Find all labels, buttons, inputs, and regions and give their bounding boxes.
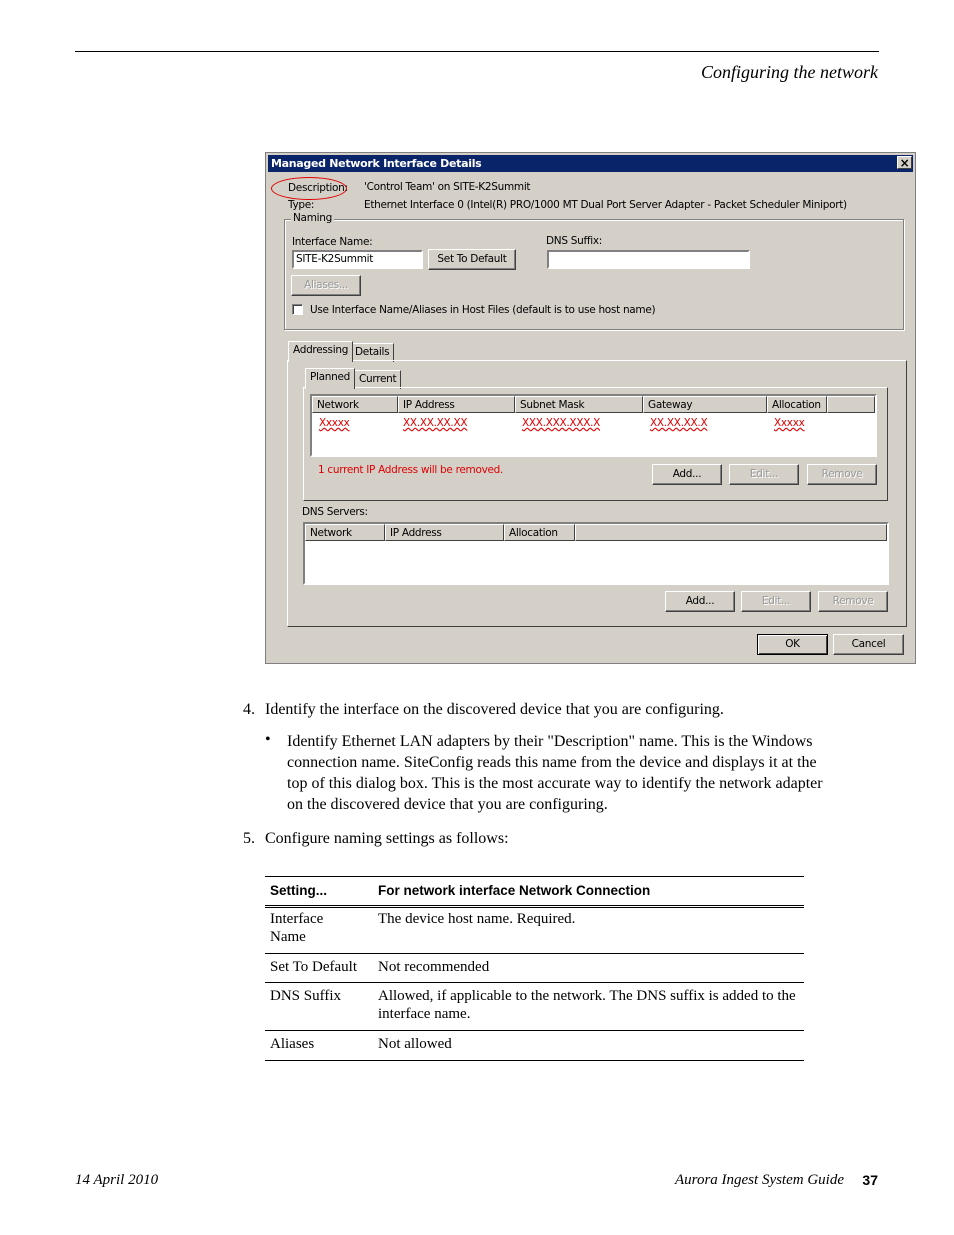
dialog-titlebar bbox=[268, 155, 913, 172]
address-remove-button[interactable]: Remove bbox=[807, 464, 877, 485]
table-cell-value: Not allowed bbox=[378, 1036, 452, 1052]
description-label: Description: bbox=[288, 182, 348, 194]
dns-col-network[interactable]: Network bbox=[305, 524, 385, 541]
dns-col-ip[interactable]: IP Address bbox=[385, 524, 504, 541]
address-col-subnet[interactable]: Subnet Mask bbox=[515, 396, 643, 413]
address-col-gateway[interactable]: Gateway bbox=[643, 396, 767, 413]
dns-servers-label: DNS Servers: bbox=[302, 506, 368, 518]
bullet-marker: • bbox=[265, 731, 271, 748]
removal-warning: 1 current IP Address will be removed. bbox=[318, 464, 504, 476]
address-col-network[interactable]: Network bbox=[312, 396, 398, 413]
step-5-text: Configure naming settings as follows: bbox=[265, 830, 509, 847]
type-label: Type: bbox=[288, 199, 315, 211]
subtab-current[interactable]: Current bbox=[354, 370, 401, 389]
naming-group-title: Naming bbox=[293, 212, 332, 224]
aliases-button[interactable]: Aliases... bbox=[291, 275, 361, 296]
table-row bbox=[265, 983, 804, 1031]
tab-addressing[interactable]: Addressing bbox=[288, 341, 353, 362]
ok-button[interactable]: OK bbox=[757, 634, 828, 655]
hosts-file-checkbox-label: Use Interface Name/Aliases in Host Files (default is to use host name) bbox=[310, 304, 656, 316]
address-cell-network[interactable]: Xxxxx bbox=[319, 417, 350, 429]
set-to-default-button[interactable]: Set To Default bbox=[428, 249, 516, 270]
address-cell-subnet[interactable]: XXX.XXX.XXX.X bbox=[522, 417, 601, 429]
address-edit-button[interactable]: Edit... bbox=[729, 464, 799, 485]
address-cell-allocation[interactable]: Xxxxx bbox=[774, 417, 805, 429]
address-col-filler bbox=[827, 396, 875, 413]
description-value: 'Control Team' on SITE-K2Summit bbox=[364, 181, 531, 193]
network-interface-dialog bbox=[265, 152, 916, 664]
type-value: Ethernet Interface 0 (Intel(R) PRO/1000 MT Dual Port Server Adapter - Packet Scheduler Miniport) bbox=[364, 199, 847, 211]
table-row bbox=[265, 954, 804, 983]
table-cell-setting: Interface Name bbox=[270, 911, 324, 945]
table-cell-value: The device host name. Required. bbox=[378, 911, 576, 927]
dns-suffix-label: DNS Suffix: bbox=[546, 235, 603, 247]
interface-name-input[interactable]: SITE-K2Summit bbox=[292, 250, 423, 269]
dns-servers-table bbox=[303, 522, 889, 585]
dns-suffix-input[interactable] bbox=[547, 250, 750, 269]
table-cell-setting: Set To Default bbox=[270, 959, 357, 975]
interface-name-label: Interface Name: bbox=[292, 236, 373, 248]
header-rule bbox=[75, 51, 879, 52]
address-col-ip[interactable]: IP Address bbox=[398, 396, 515, 413]
address-col-allocation[interactable]: Allocation bbox=[767, 396, 827, 413]
table-header-connection: For network interface Network Connection bbox=[378, 883, 651, 898]
table-cell-setting: DNS Suffix bbox=[270, 988, 341, 1004]
address-table bbox=[310, 394, 877, 457]
footer-guide-title: Aurora Ingest System Guide bbox=[675, 1172, 844, 1188]
footer-date: 14 April 2010 bbox=[75, 1172, 159, 1188]
dns-col-allocation[interactable]: Allocation bbox=[504, 524, 575, 541]
table-header bbox=[265, 876, 804, 908]
step-4-text: Identify the interface on the discovered device that you are configuring. bbox=[265, 701, 724, 718]
dns-col-filler bbox=[575, 524, 887, 541]
subtab-planned[interactable]: Planned bbox=[305, 368, 355, 389]
close-icon[interactable]: × bbox=[897, 156, 912, 169]
address-add-button[interactable]: Add... bbox=[652, 464, 722, 485]
table-cell-setting: Aliases bbox=[270, 1036, 315, 1052]
address-cell-gateway[interactable]: XX.XX.XX.X bbox=[650, 417, 708, 429]
dns-edit-button[interactable]: Edit... bbox=[741, 591, 811, 612]
table-cell-value: Not recommended bbox=[378, 959, 490, 975]
page-number: 37 bbox=[862, 1172, 878, 1188]
table-cell-value: Allowed, if applicable to the network. The DNS suffix is added to the interface name. bbox=[378, 988, 796, 1022]
tab-details[interactable]: Details bbox=[350, 343, 394, 362]
address-cell-ip[interactable]: XX.XX.XX.XX bbox=[403, 417, 468, 429]
dns-remove-button[interactable]: Remove bbox=[818, 591, 888, 612]
dialog-title: Managed Network Interface Details bbox=[271, 157, 482, 170]
step-4-number: 4. bbox=[243, 701, 255, 718]
table-row bbox=[265, 1031, 804, 1061]
section-title: Configuring the network bbox=[701, 62, 878, 82]
hosts-file-checkbox[interactable] bbox=[292, 304, 303, 315]
dns-add-button[interactable]: Add... bbox=[665, 591, 735, 612]
table-header-setting: Setting... bbox=[270, 883, 327, 898]
bullet-text: Identify Ethernet LAN adapters by their "Description" name. This is the Windows connection name. SiteConfig reads this name from the device and displays it at the top of this dialog box. This is the most accurate way to identify the network adapter on the discovered device that you are configuring. bbox=[287, 733, 823, 813]
step-5-number: 5. bbox=[243, 830, 255, 847]
table-row bbox=[265, 908, 804, 954]
cancel-button[interactable]: Cancel bbox=[833, 634, 904, 655]
